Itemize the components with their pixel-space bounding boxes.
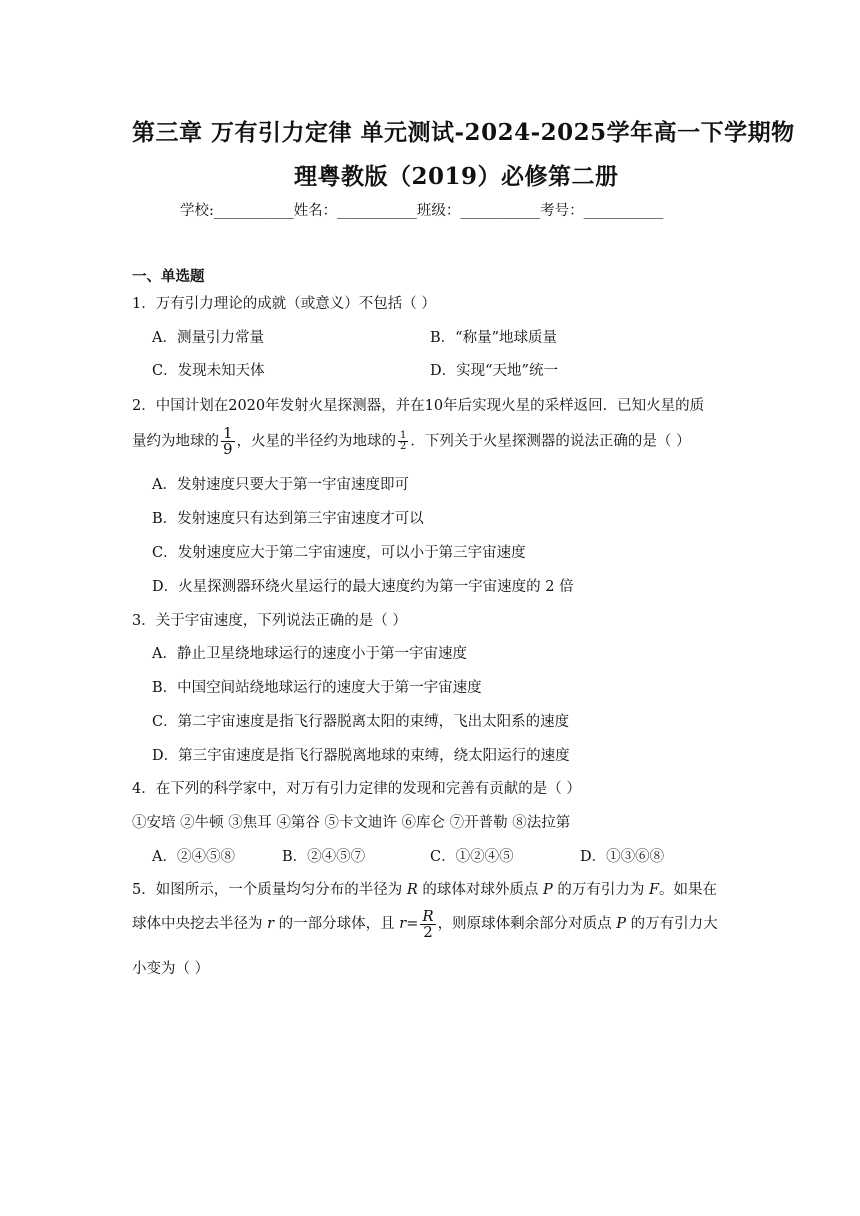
question-1-stem: 1．万有引力理论的成就（或意义）不包括（ ） [132,296,436,312]
question-5-line2 [132,906,718,942]
question-5-text: 的一部分球体，且 [274,916,400,932]
question-5-line1 [132,878,717,899]
question-4-option-a: A．②④⑤⑧ [152,849,235,865]
question-2-text-b: ，火星的半径约为地球的 [236,433,397,450]
question-2-line2 [132,426,691,457]
question-1-option-a: A．测量引力常量 [152,330,264,346]
question-2-option-d: D．火星探测器环绕火星运行的最大速度约为第一宇宙速度的 2 倍 [152,579,574,595]
question-4-option-b: B．②④⑤⑦ [282,849,366,865]
question-4-option-c: C．①②④⑤ [430,849,514,865]
fraction-numerator: R [422,906,434,925]
equals-sign: = [406,916,419,932]
fraction-denominator: 9 [223,440,233,458]
document-title-line1: 第三章 万有引力定律 单元测试-2024-2025学年高一下学期物 [132,119,795,146]
fraction-one-ninth [221,426,235,457]
question-2-option-a: A．发射速度只要大于第一宇宙速度即可 [152,477,409,493]
variable-F: F [648,882,660,898]
question-1-option-c: C．发现未知天体 [152,363,265,379]
fraction-denominator: 2 [423,922,433,941]
question-2-option-c: C．发射速度应大于第二宇宙速度，可以小于第三宇宙速度 [152,545,526,561]
question-1-option-b: B．“称量”地球质量 [430,330,557,346]
question-5-text: 的球体对球外质点 [417,882,543,898]
question-5-text: 。如果在 [659,882,718,898]
student-info-line: 学校:___________姓名：___________班级：___________考号：___________ [180,203,664,219]
question-4-scientist-list: ①安培 ②牛顿 ③焦耳 ④第谷 ⑤卡文迪许 ⑥库仑 ⑦开普勒 ⑧法拉第 [132,815,571,831]
question-3-option-a: A．静止卫星绕地球运行的速度小于第一宇宙速度 [152,646,467,662]
question-5-text: 5．如图所示，一个质量均匀分布的半径为 [132,882,407,898]
section-title: 一、单选题 [132,268,205,285]
question-2-text-a: 量约为地球的 [132,433,219,450]
question-5-text: 球体中央挖去半径为 [132,916,268,932]
question-4-option-d: D．①③⑥⑧ [580,849,665,865]
fraction-one-half [398,431,408,452]
question-3-option-b: B．中国空间站绕地球运行的速度大于第一宇宙速度 [152,680,482,696]
question-5-line3: 小变为（ ） [132,961,210,977]
fraction-R-over-2 [420,906,435,941]
variable-R: R [406,882,418,898]
variable-r: r [267,916,275,932]
question-2-option-b: B．发射速度只有达到第三宇宙速度才可以 [152,511,424,527]
question-2-text-c: ．下列关于火星探测器的说法正确的是（ ） [410,433,691,450]
variable-P: P [542,882,553,898]
question-2-line1: 2．中国计划在2020年发射火星探测器，并在10年后实现火星的采样返回．已知火星的质 [132,398,705,414]
question-3-option-d: D．第三宇宙速度是指飞行器脱离地球的束缚，绕太阳运行的速度 [152,748,570,764]
document-title-line2: 理粤教版（2019）必修第二册 [294,163,619,190]
question-4-stem: 4．在下列的科学家中，对万有引力定律的发现和完善有贡献的是（ ） [132,781,581,797]
question-5-text: 的万有引力大 [626,916,718,932]
fraction-numerator: 1 [223,424,233,442]
question-1-option-d: D．实现“天地”统一 [430,363,558,379]
question-5-text: ，则原球体剩余部分对质点 [437,916,617,932]
question-3-stem: 3．关于宇宙速度，下列说法正确的是（ ） [132,613,407,629]
question-5-text: 的万有引力为 [552,882,649,898]
variable-P: P [616,916,627,932]
question-3-option-c: C．第二宇宙速度是指飞行器脱离太阳的束缚，飞出太阳系的速度 [152,714,570,730]
fraction-denominator: 2 [400,441,407,452]
variable-r: r [399,916,407,932]
fraction-numerator: 1 [400,430,407,441]
